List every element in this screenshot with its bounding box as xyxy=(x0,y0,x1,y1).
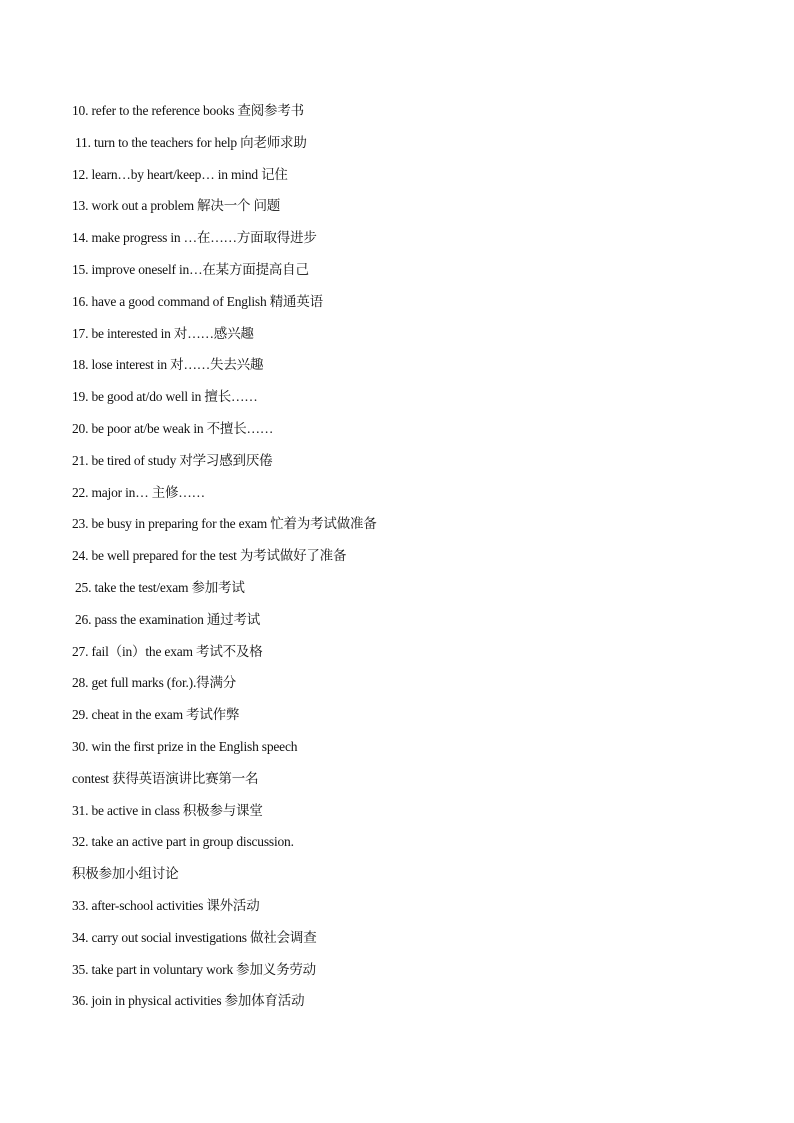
phrase-line: 15. improve oneself in…在某方面提高自己 xyxy=(72,261,309,277)
phrase-line: 28. get full marks (for.).得满分 xyxy=(72,675,237,691)
phrase-line: 12. learn…by heart/keep… in mind 记住 xyxy=(72,166,288,182)
phrase-line: 27. fail（in）the exam 考试不及格 xyxy=(72,643,263,659)
phrase-line: 34. carry out social investigations 做社会调查 xyxy=(72,929,317,945)
phrase-line: 22. major in… 主修…… xyxy=(72,484,205,500)
phrase-line-continuation: 积极参加小组讨论 xyxy=(72,866,179,882)
phrase-line: 21. be tired of study 对学习感到厌倦 xyxy=(72,452,273,468)
phrase-line: 29. cheat in the exam 考试作弊 xyxy=(72,707,240,723)
phrase-line: 25. take the test/exam 参加考试 xyxy=(75,579,245,595)
phrase-line: 23. be busy in preparing for the exam 忙着为考试做准备 xyxy=(72,516,377,532)
phrase-line: 11. turn to the teachers for help 向老师求助 xyxy=(75,134,307,150)
phrase-line: 18. lose interest in 对……失去兴趣 xyxy=(72,357,264,373)
phrase-line: 36. join in physical activities 参加体育活动 xyxy=(72,993,305,1009)
phrase-line: 20. be poor at/be weak in 不擅长…… xyxy=(72,420,274,436)
phrase-line: 16. have a good command of English 精通英语 xyxy=(72,293,323,309)
phrase-list xyxy=(72,101,732,1023)
phrase-line: 33. after-school activities 课外活动 xyxy=(72,897,260,913)
phrase-line: 13. work out a problem 解决一个 问题 xyxy=(72,198,281,214)
phrase-line: 35. take part in voluntary work 参加义务劳动 xyxy=(72,961,316,977)
phrase-line: 17. be interested in 对……感兴趣 xyxy=(72,325,254,341)
phrase-line: 26. pass the examination 通过考试 xyxy=(75,611,261,627)
phrase-line: 10. refer to the reference books 查阅参考书 xyxy=(72,103,304,118)
phrase-line: 30. win the first prize in the English speech xyxy=(72,738,298,754)
phrase-line: 14. make progress in …在……方面取得进步 xyxy=(72,230,317,246)
phrase-line: 32. take an active part in group discussion. xyxy=(72,834,294,850)
phrase-line: 31. be active in class 积极参与课堂 xyxy=(72,802,263,818)
phrase-line-continuation: contest 获得英语演讲比赛第一名 xyxy=(72,770,259,786)
phrase-line: 19. be good at/do well in 擅长…… xyxy=(72,389,258,405)
phrase-line: 24. be well prepared for the test 为考试做好了准备 xyxy=(72,548,347,564)
